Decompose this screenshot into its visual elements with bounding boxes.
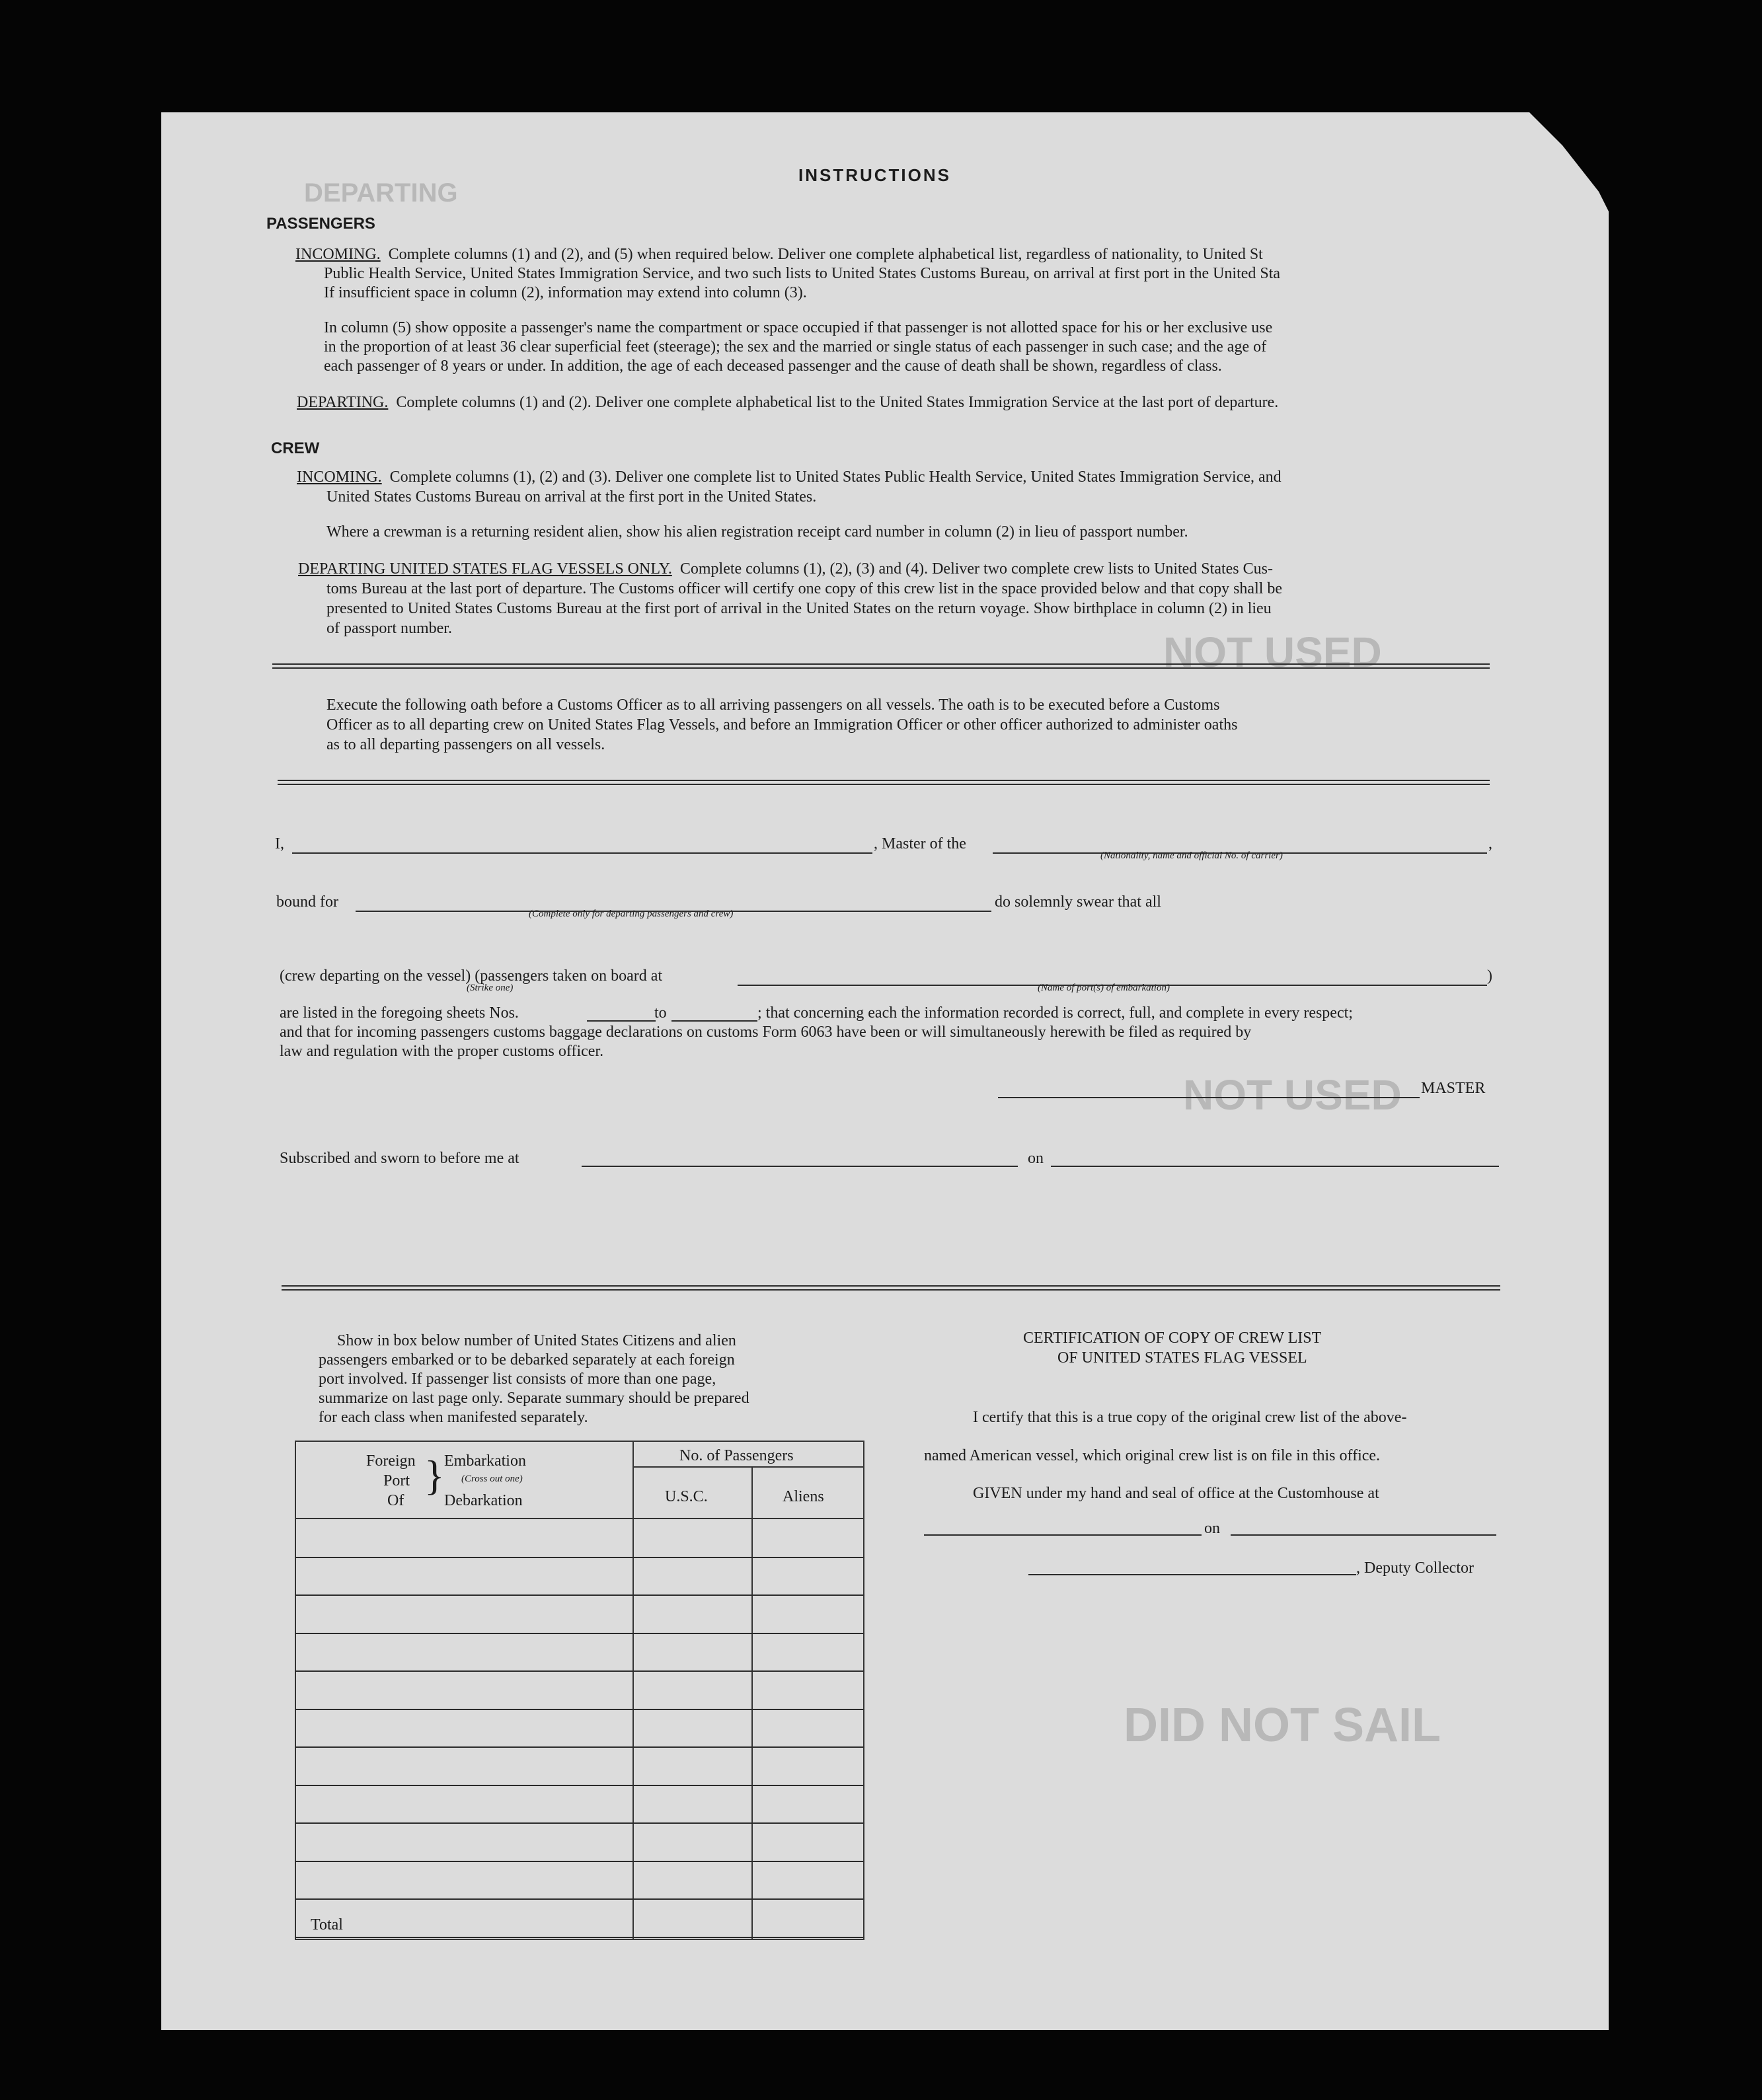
total-label: Total — [311, 1916, 343, 1933]
passengers-departing-label: DEPARTING. — [297, 394, 389, 411]
no-passengers-header: No. of Passengers — [679, 1447, 794, 1464]
bound-for-hint: (Complete only for departing passengers and crew) — [529, 909, 734, 919]
deputy-collector-signature-field[interactable] — [1028, 1574, 1356, 1575]
aliens-header: Aliens — [783, 1488, 824, 1505]
certification-date-field[interactable] — [1231, 1534, 1496, 1536]
usc-header: U.S.C. — [665, 1488, 708, 1505]
passenger-summary-table — [295, 1441, 864, 1940]
certification-on-label: on — [1204, 1520, 1220, 1537]
subscribed-place-field[interactable] — [582, 1166, 1018, 1167]
summary-intro: Show in box below number of United States Citizens and alien — [337, 1332, 736, 1349]
subscribed-label: Subscribed and sworn to before me at — [280, 1150, 519, 1167]
strike-one-hint: (Strike one) — [467, 983, 514, 993]
of-label: Of — [387, 1492, 404, 1509]
oath-intro: as to all departing passengers on all vessels. — [326, 736, 605, 753]
table-row[interactable] — [295, 1937, 864, 1938]
customhouse-place-field[interactable] — [924, 1534, 1202, 1536]
crew-flag-text: Complete columns (1), (2), (3) and (4). Deliver two complete crew lists to United States Cus- — [679, 560, 1273, 578]
table-row[interactable] — [295, 1822, 864, 1824]
certification-title: CERTIFICATION OF COPY OF CREW LIST — [1023, 1330, 1322, 1347]
swear-text: do solemnly swear that all — [995, 893, 1161, 911]
baggage-text: and that for incoming passengers customs baggage declarations on customs Form 6063 have been or will simultaneously herewith be filed as required by — [280, 1024, 1252, 1041]
crew-flag-label: DEPARTING UNITED STATES FLAG VESSELS ONLY. — [298, 560, 672, 578]
summary-intro: summarize on last page only. Separate summary should be prepared — [319, 1390, 749, 1407]
comma: , — [1488, 835, 1492, 852]
crew-departing-text: (crew departing on the vessel) (passengers taken on board at — [280, 967, 663, 985]
certify-text: I certify that this is a true copy of the original crew list of the above- — [973, 1409, 1407, 1426]
bleed-through-text: DEPARTING — [304, 178, 458, 207]
passengers-heading: PASSENGERS — [266, 215, 375, 233]
table-row[interactable] — [295, 1670, 864, 1672]
passengers-departing-text: Complete columns (1) and (2). Deliver one complete alphabetical list to the United States Immigration Service at the last port of departure. — [396, 394, 1279, 411]
ports-hint: (Name of port(s) of embarkation) — [1038, 983, 1170, 993]
oath-intro: Execute the following oath before a Customs Officer as to all arriving passengers on all vessels. The oath is to be executed before a Customs — [326, 696, 1220, 714]
sheet-to-field[interactable] — [671, 1020, 757, 1022]
sheets-to-label: to — [654, 1004, 667, 1022]
crew-incoming-label: INCOMING. — [297, 469, 382, 486]
passengers-incoming-label: INCOMING. — [295, 246, 381, 263]
crew-alien-text: Where a crewman is a returning resident alien, show his alien registration receipt card number in column (2) in lieu of passport number. — [326, 523, 1188, 541]
master-signature-field[interactable] — [998, 1097, 1420, 1098]
divider — [272, 663, 1490, 669]
table-row[interactable] — [295, 1746, 864, 1748]
sheet-from-field[interactable] — [587, 1020, 656, 1022]
bleed-through-text: DID NOT SAIL — [1124, 1699, 1441, 1752]
crew-flag-text: presented to United States Customs Bureau at the first port of arrival in the United States on the return voyage. Show birthplace in column (2) in lieu — [326, 600, 1272, 617]
passengers-incoming-text: Public Health Service, United States Immigration Service, and two such lists to United States Customs Bureau, on arrival at first port in the United Sta — [324, 265, 1281, 282]
foreign-label: Foreign — [366, 1452, 416, 1470]
given-text: GIVEN under my hand and seal of office at the Customhouse at — [973, 1485, 1379, 1502]
divider — [278, 780, 1490, 785]
brace-icon: } — [424, 1452, 445, 1499]
table-row[interactable] — [295, 1594, 864, 1596]
oath-intro: Officer as to all departing crew on United States Flag Vessels, and before an Immigration Officer or other officer authorized to administer oaths — [326, 716, 1238, 733]
debarkation-label: Debarkation — [444, 1492, 523, 1509]
passengers-incoming-text: If insufficient space in column (2), information may extend into column (3). — [324, 284, 807, 301]
subscribed-date-field[interactable] — [1051, 1166, 1499, 1167]
deputy-collector-label: , Deputy Collector — [1356, 1559, 1474, 1577]
bleed-through-text: NOT USED — [1183, 1071, 1402, 1119]
sheets-text: ; that concerning each the information recorded is correct, full, and complete in every respect; — [757, 1004, 1353, 1022]
passengers-incoming-text: Complete columns (1) and (2), and (5) when required below. Deliver one complete alphabetical list, regardless of nationality, to United St — [388, 246, 1263, 263]
embarkation-label: Embarkation — [444, 1452, 526, 1470]
table-row[interactable] — [295, 1861, 864, 1862]
certification-title: OF UNITED STATES FLAG VESSEL — [1057, 1349, 1307, 1367]
master-label: MASTER — [1421, 1080, 1486, 1097]
divider — [282, 1285, 1500, 1291]
table-row[interactable] — [295, 1633, 864, 1634]
crew-flag-text: of passport number. — [326, 620, 452, 637]
certify-text: named American vessel, which original crew list is on file in this office. — [924, 1447, 1381, 1464]
table-row[interactable] — [295, 1557, 864, 1558]
summary-intro: for each class when manifested separately. — [319, 1409, 588, 1426]
page-title: INSTRUCTIONS — [798, 165, 951, 185]
subscribed-on-label: on — [1028, 1150, 1044, 1167]
crew-incoming-text: United States Customs Bureau on arrival at the first port in the United States. — [326, 488, 817, 506]
crew-incoming-text: Complete columns (1), (2) and (3). Deliver one complete list to United States Public Health Service, United States Immigration Service, and — [389, 469, 1282, 486]
column5-instruction: In column (5) show opposite a passenger's name the compartment or space occupied if that passenger is not allotted space for his or her exclusive use — [324, 319, 1273, 336]
cross-out-hint: (Cross out one) — [461, 1474, 523, 1484]
column5-instruction: in the proportion of at least 36 clear superficial feet (steerage); the sex and the married or single status of each passenger in such case; and the age of — [324, 338, 1267, 356]
sheets-label: are listed in the foregoing sheets Nos. — [280, 1004, 519, 1022]
summary-intro: port involved. If passenger list consists of more than one page, — [319, 1370, 716, 1388]
crew-flag-text: toms Bureau at the last port of departure. The Customs officer will certify one copy of this crew list in the space provided below and that copy shall be — [326, 580, 1283, 597]
table-row[interactable] — [295, 1709, 864, 1710]
crew-heading: CREW — [271, 439, 320, 457]
table-row[interactable] — [295, 1785, 864, 1786]
master-of-label: , Master of the — [874, 835, 966, 852]
close-paren: ) — [1487, 967, 1492, 985]
carrier-hint: (Nationality, name and official No. of carrier) — [1100, 850, 1283, 861]
bound-for-label: bound for — [276, 893, 338, 911]
column5-instruction: each passenger of 8 years or under. In addition, the age of each deceased passenger and the cause of death shall be shown, regardless of class. — [324, 357, 1222, 375]
oath-i-label: I, — [275, 835, 284, 852]
master-name-field[interactable] — [292, 852, 872, 854]
summary-intro: passengers embarked or to be debarked separately at each foreign — [319, 1351, 735, 1369]
port-label: Port — [383, 1472, 410, 1489]
bleed-through-text: NOT USED — [1163, 628, 1382, 676]
table-row[interactable] — [295, 1898, 864, 1900]
law-text: law and regulation with the proper customs officer. — [280, 1043, 604, 1060]
